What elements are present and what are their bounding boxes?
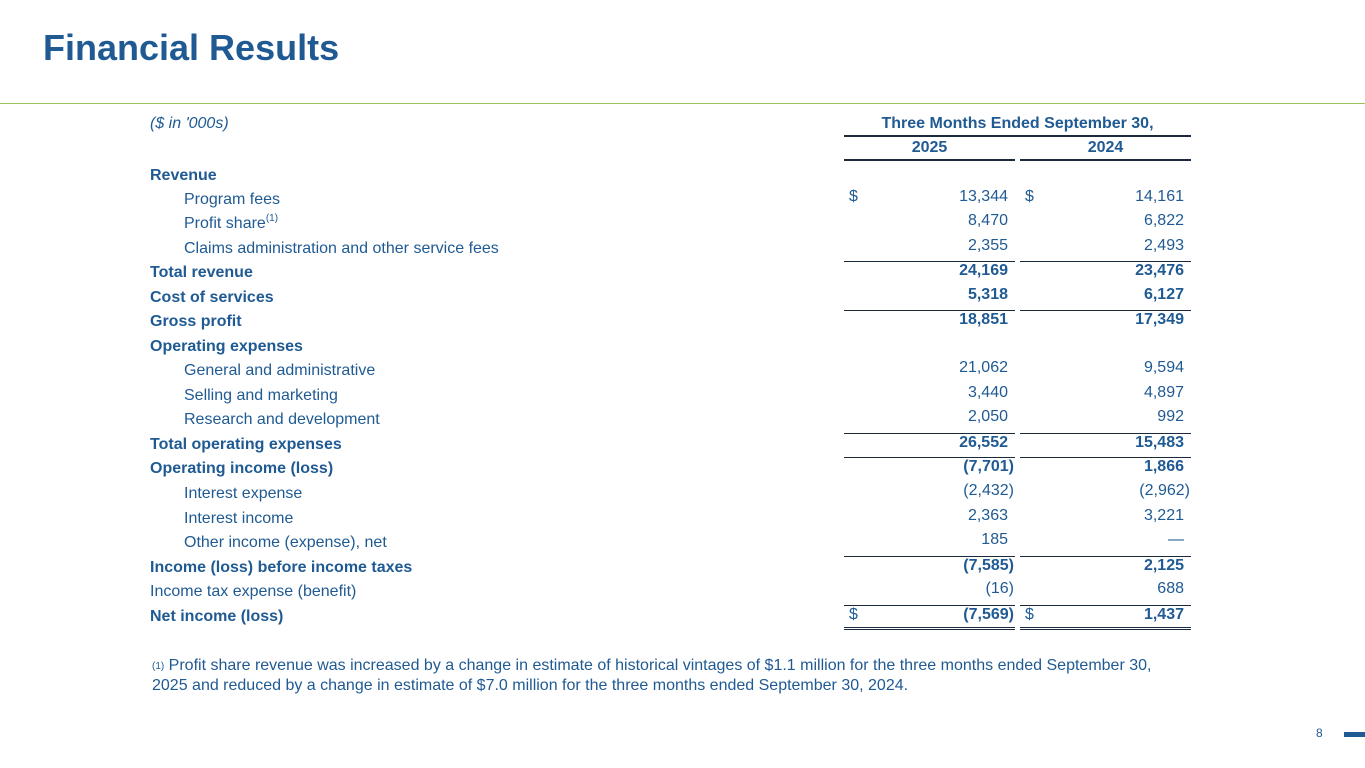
table-row	[0, 457, 1365, 481]
row-label: Income (loss) before income taxes	[150, 559, 413, 576]
cell-value: 18,851	[959, 311, 1008, 328]
footnote-marker: (1)	[152, 661, 165, 672]
cell-value: (7,701)	[963, 458, 1014, 475]
value-2024	[1020, 261, 1191, 284]
table-row	[0, 580, 1365, 604]
page-accent-bar	[1344, 732, 1365, 737]
table-row	[0, 531, 1365, 555]
cell-value: (2,432)	[963, 482, 1014, 499]
table-row	[0, 507, 1365, 531]
cell-value: 14,161	[1135, 188, 1184, 205]
cell-value: 6,127	[1143, 286, 1184, 303]
value-2025	[844, 457, 1015, 480]
value-2024	[1020, 335, 1191, 357]
table-row	[0, 482, 1365, 506]
table-row	[0, 286, 1365, 310]
table-row	[0, 237, 1365, 261]
value-2025	[844, 310, 1015, 333]
value-2024	[1020, 482, 1191, 504]
table-row	[0, 212, 1365, 236]
value-2025	[844, 408, 1015, 430]
cell-value: 2,363	[967, 507, 1008, 524]
value-2025	[844, 286, 1015, 308]
value-2024	[1020, 531, 1191, 553]
table-row	[0, 359, 1365, 383]
row-label: Total revenue	[150, 264, 253, 281]
cell-value: 15,483	[1135, 434, 1184, 451]
table-row	[0, 408, 1365, 432]
value-2025	[844, 237, 1015, 259]
value-2024	[1020, 457, 1191, 480]
value-2024	[1020, 580, 1191, 602]
row-label: Total operating expenses	[150, 436, 342, 453]
currency-symbol: $	[849, 606, 858, 623]
table-row	[0, 384, 1365, 408]
value-2024	[1020, 605, 1191, 630]
value-2024	[1020, 188, 1191, 210]
value-2025	[844, 531, 1015, 553]
row-label: Program fees	[184, 191, 281, 208]
cell-value: 4,897	[1143, 384, 1184, 401]
row-label: Income tax expense (benefit)	[150, 583, 357, 600]
value-2024	[1020, 433, 1191, 456]
value-2025	[844, 384, 1015, 406]
cell-value: (7,585)	[963, 557, 1014, 574]
cell-value: 24,169	[959, 262, 1008, 279]
cell-value: 3,440	[967, 384, 1008, 401]
currency-symbol: $	[1025, 188, 1034, 205]
cell-value: (16)	[985, 580, 1014, 597]
cell-value: 992	[1157, 408, 1184, 425]
cell-value: 8,470	[967, 212, 1008, 229]
value-2025	[844, 605, 1015, 630]
currency-symbol: $	[849, 188, 858, 205]
value-2025	[844, 507, 1015, 529]
value-2024	[1020, 310, 1191, 333]
table-row	[0, 433, 1365, 457]
cell-value: 23,476	[1135, 262, 1184, 279]
value-2025	[844, 482, 1015, 504]
cell-value: —	[1168, 531, 1184, 548]
value-2025	[844, 556, 1015, 579]
row-label: Gross profit	[150, 313, 242, 330]
table-row	[0, 310, 1365, 334]
cell-value: 6,822	[1143, 212, 1184, 229]
value-2025	[844, 359, 1015, 381]
row-label: Operating income (loss)	[150, 460, 334, 477]
cell-value: 2,125	[1143, 557, 1184, 574]
row-label: Profit share$^{(1)}$	[184, 213, 279, 232]
footnote	[152, 656, 1182, 696]
value-2025	[844, 580, 1015, 602]
value-2025	[844, 433, 1015, 456]
table-row	[0, 261, 1365, 285]
value-2024	[1020, 212, 1191, 234]
cell-value: 9,594	[1143, 359, 1184, 376]
row-label: Claims administration and other service fees	[184, 240, 499, 257]
cell-value: 5,318	[967, 286, 1008, 303]
table-row	[0, 188, 1365, 212]
value-2024	[1020, 408, 1191, 430]
value-2024	[1020, 384, 1191, 406]
row-label: Other income (expense), net	[184, 534, 387, 551]
cell-value: 17,349	[1135, 311, 1184, 328]
currency-symbol: $	[1025, 606, 1034, 623]
value-2024	[1020, 556, 1191, 579]
cell-value: 13,344	[959, 188, 1008, 205]
value-2025	[844, 188, 1015, 210]
cell-value: 2,050	[967, 408, 1008, 425]
table-row	[0, 164, 1365, 188]
cell-value: 2,355	[967, 237, 1008, 254]
table-row	[0, 335, 1365, 359]
footnote-marker: (1)	[265, 213, 279, 224]
table-row	[0, 556, 1365, 580]
row-label: Revenue	[150, 167, 217, 184]
value-2025	[844, 164, 1015, 186]
cell-value: 21,062	[959, 359, 1008, 376]
cell-value: 688	[1157, 580, 1184, 597]
units-note: ($ in '000s)	[150, 115, 229, 132]
value-2024	[1020, 507, 1191, 529]
row-label: Cost of services	[150, 289, 274, 306]
year-header-2024: 2024	[1020, 139, 1191, 161]
value-2024	[1020, 237, 1191, 259]
row-label: Research and development	[184, 411, 380, 428]
row-label: Interest income	[184, 510, 294, 527]
period-header: Three Months Ended September 30,	[844, 115, 1191, 137]
cell-value: (7,569)	[963, 606, 1014, 623]
value-2024	[1020, 164, 1191, 186]
value-2025	[844, 212, 1015, 234]
page-title: Financial Results	[43, 27, 340, 68]
year-header-2025: 2025	[844, 139, 1015, 161]
cell-value: (2,962)	[1139, 482, 1190, 499]
row-label: Net income (loss)	[150, 608, 284, 625]
page-number: 8	[1316, 726, 1323, 740]
row-label: Interest expense	[184, 485, 303, 502]
value-2025	[844, 261, 1015, 284]
cell-value: 1,866	[1143, 458, 1184, 475]
cell-value: 1,437	[1143, 606, 1184, 623]
row-label: Selling and marketing	[184, 387, 338, 404]
footnote-text: Profit share revenue was increased by a change in estimate of historical vintages of $1.1 million for the three months ended September 30, 2025 and reduced by a change in estimate of $7.0 million for the three months ended September 30, 2024.	[152, 657, 1152, 694]
cell-value: 3,221	[1143, 507, 1184, 524]
table-row	[0, 605, 1365, 629]
value-2024	[1020, 286, 1191, 308]
row-label: Operating expenses	[150, 338, 303, 355]
title-divider	[0, 103, 1365, 104]
cell-value: 185	[981, 531, 1008, 548]
row-label: General and administrative	[184, 362, 376, 379]
cell-value: 2,493	[1143, 237, 1184, 254]
value-2024	[1020, 359, 1191, 381]
value-2025	[844, 335, 1015, 357]
cell-value: 26,552	[959, 434, 1008, 451]
